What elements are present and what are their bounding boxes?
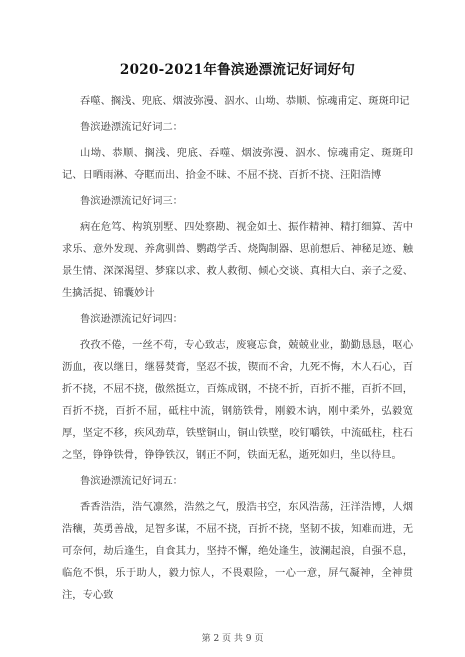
paragraph-words-two: 山坳、恭顺、搁浅、兜底、吞噬、烟波弥漫、泅水、惊魂甫定、斑斑印记、日晒雨淋、夺眶而出、拾金不昧、不屈不挠、百折不挠、汪阳浩博 bbox=[62, 147, 413, 181]
document-title: 2020-2021年鲁滨逊漂流记好词好句 bbox=[119, 62, 356, 78]
section-heading-four: 鲁滨逊漂流记好词四： bbox=[80, 313, 183, 325]
paragraph-words-three: 病在危笃、构筑别墅、四处察勘、视金如土、振作精神、精打细算、苦中求乐、意外发现、养禽驯兽、鹦鹉学舌、烧陶制器、思前想后、神秘足迹、触景生情、深深渴望、梦寐以求、救人救彻、倾心交谈、真相大白、亲子之爱、生擒活捉、锦囊妙计 bbox=[62, 221, 413, 299]
page-number-footer: 第 2 页 共 9 页 bbox=[201, 634, 264, 644]
section-heading-two: 鲁滨逊漂流记好词二： bbox=[80, 121, 183, 133]
paragraph-words-four: 孜孜不倦，一丝不苟，专心致志，废寝忘食，兢兢业业，勤勤恳恳，呕心沥血，夜以继日，继晷焚膏，坚忍不拔，锲而不舍，九死不悔，木人石心，百折不挠，不屈不挠，傲然挺立，百炼成钢，不挠不折，百折不摧，百折不回，百折不挠，百折不屈，砥柱中流，钢筋铁骨，刚毅木讷，刚中柔外，弘毅宽厚，坚定不移，疾风劲草，铁壁铜山，铜山铁壁，咬钉嚼铁，中流砥柱，柱石之坚，铮铮铁骨，铮铮铁汉，钢正不阿，铁面无私，逝死如归，坐以待旦。 bbox=[62, 339, 413, 461]
paragraph-words-one: 吞噬、搁浅、兜底、烟波弥漫、泅水、山坳、恭顺、惊魂甫定、斑斑印记 bbox=[80, 95, 410, 107]
paragraph-words-five: 香香浩浩，浩气凛然，浩然之气，殷浩书空，东风浩荡，汪洋浩博，人烟浩穰，英勇善战，足智多谋，不屈不挠，百折不挠，坚韧不拔，知难而进，无可奈何，劫后逢生，自食其力，坚持不懈，绝处逢生，波澜起浪，自强不息，临危不惧，乐于助人，毅力惊人，不畏艰险，一心一意，屏气凝神，全神贯注，专心致 bbox=[62, 501, 413, 601]
section-heading-three: 鲁滨逊漂流记好词三： bbox=[80, 195, 183, 207]
section-heading-five: 鲁滨逊漂流记好词五： bbox=[80, 475, 183, 487]
